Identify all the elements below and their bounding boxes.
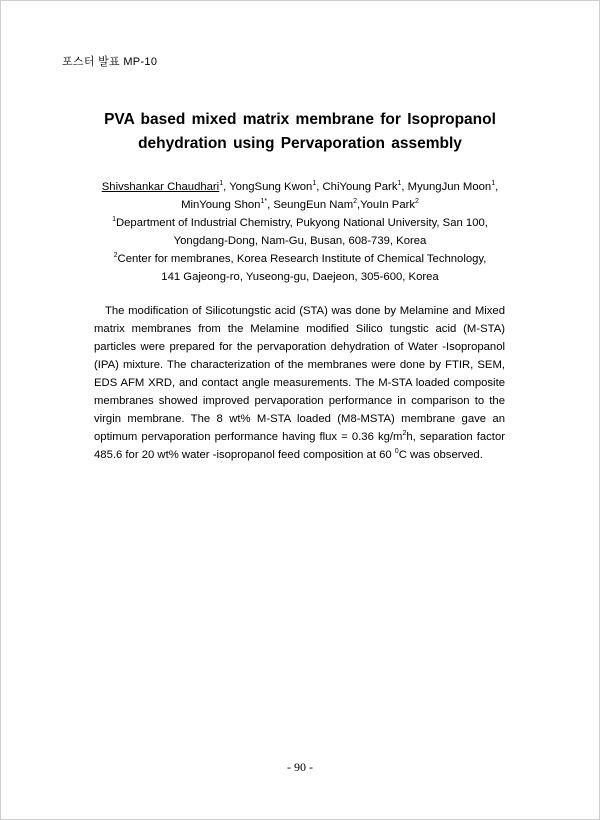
author-line-2: MinYoung Shon$^{1*}$, SeungEun Nam$^2$,YouIn Park$^2$ (181, 198, 419, 211)
affiliation-2-line-1: $^2$Center for membranes, Korea Research Institute of Chemical Technology, (113, 252, 487, 265)
author-name: YouIn Park (360, 199, 416, 211)
author-name: MyungJun Moon (407, 181, 492, 193)
author-name: MinYoung Shon (181, 199, 261, 211)
author-name: YongSung Kwon (229, 181, 313, 193)
paper-title (60, 108, 540, 156)
affiliation-1-line-2: Yongdang-Dong, Nam-Gu, Busan, 608-739, Korea (173, 235, 427, 247)
author-affiliation-mark: 1 (312, 180, 317, 188)
author-affiliation-mark: 1 (397, 180, 402, 188)
author-affiliation-mark: 1 (491, 180, 496, 188)
title-line-1: PVA based mixed matrix membrane for Isopropanol (104, 111, 496, 128)
affiliation-mark: 2 (113, 252, 118, 260)
affiliation-mark: 1 (112, 216, 116, 224)
author-name: ChiYoung Park (322, 181, 398, 193)
title-line-2: dehydration using Pervaporation assembly (138, 135, 462, 152)
superscript-squared: 2 (402, 430, 407, 438)
affiliation-2-line-2: 141 Gajeong-ro, Yuseong-gu, Daejeon, 305-600, Korea (161, 271, 439, 283)
author-name: SeungEun Nam (273, 199, 354, 211)
abstract-paragraph: The modification of Silicotungstic acid (STA) was done by Melamine and Mixed matrix membranes from the Melamine modified Silico tungstic acid (M-STA) particles were prepared for the pervaporation dehydration of Water -Isopropanol (IPA) mixture. The characterization of the membranes were done by FTIR, SEM, EDS AFM XRD, and contact angle measurements. The M-STA loaded composite membranes showed improved pervaporation performance in comparison to the virgin membrane. The 8 wt% M-STA loaded (M8-MSTA) membrane gave an optimum pervaporation performance having flux = 0.36 $kg/m^2h$, separation factor 485.6 for 20 wt% water -isopropanol feed composition at 60 $^0$C was observed. (94, 305, 505, 461)
session-label: 포스터 발표 MP-10 (62, 56, 158, 68)
author-line-1: Shivshankar Chaudhari$^1$, YongSung Kwon$^1$, ChiYoung Park$^1$, MyungJun Moon$^1$, (101, 180, 499, 193)
author-affiliation-mark: 2 (353, 198, 358, 206)
author-name: Shivshankar Chaudhari (101, 181, 220, 193)
author-list (70, 178, 530, 214)
degree-mark: 0 (394, 448, 399, 456)
page-number: - 90 - (287, 760, 313, 774)
affiliation-list (70, 214, 530, 286)
abstract (94, 302, 505, 464)
author-affiliation-mark: 1 (219, 180, 224, 188)
author-affiliation-mark: 1* (260, 198, 268, 206)
affiliation-1-line-1: $^1$Department of Industrial Chemistry, Pukyong National University, San 100, (112, 216, 488, 229)
author-affiliation-mark: 2 (415, 198, 419, 206)
